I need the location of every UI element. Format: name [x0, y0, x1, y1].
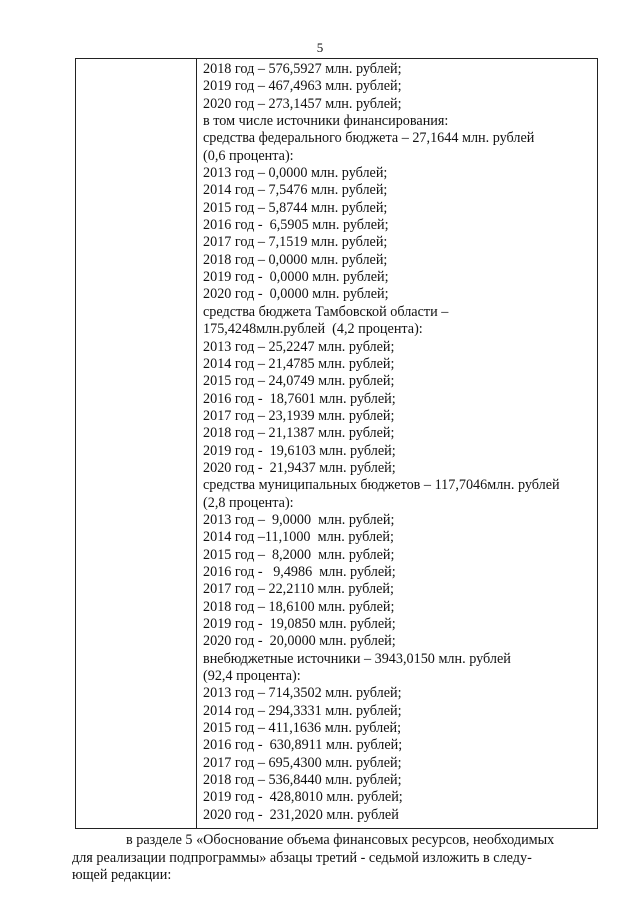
text-line: 2015 год – 5,8744 млн. рублей;	[203, 199, 388, 216]
text-line: 2015 год – 8,2000 млн. рублей;	[203, 546, 395, 563]
text-line: 2018 год – 0,0000 млн. рублей;	[203, 251, 388, 268]
text-line: 2013 год – 714,3502 млн. рублей;	[203, 685, 402, 702]
table-left-column	[76, 59, 197, 828]
text-line: (2,8 процента):	[203, 494, 294, 511]
text-line: 2016 год - 9,4986 млн. рублей;	[203, 563, 396, 580]
text-line: 2018 год – 21,1387 млн. рублей;	[203, 425, 395, 442]
text-line: 2020 год - 21,9437 млн. рублей;	[203, 459, 396, 476]
text-line: 2015 год – 24,0749 млн. рублей;	[203, 373, 395, 390]
text-line: 2014 год – 21,4785 млн. рублей;	[203, 355, 395, 372]
text-line: 175,4248млн.рублей (4,2 процента):	[203, 321, 423, 338]
text-line: в том числе источники финансирования:	[203, 113, 449, 130]
text-line: средства муниципальных бюджетов – 117,7046млн. рублей	[203, 477, 560, 494]
text-line: (0,6 процента):	[203, 147, 294, 164]
text-line: 2016 год - 6,5905 млн. рублей;	[203, 217, 389, 234]
text-line: 2017 год – 7,1519 млн. рублей;	[203, 234, 388, 251]
text-line: средства бюджета Тамбовской области –	[203, 303, 449, 320]
passport-table	[75, 58, 598, 829]
text-line: 2017 год – 22,2110 млн. рублей;	[203, 581, 394, 598]
paragraph-line: ющей редакции:	[72, 867, 172, 883]
text-line: 2019 год - 428,8010 млн. рублей;	[203, 789, 403, 806]
text-line: средства федерального бюджета – 27,1644 млн. рублей	[203, 130, 535, 147]
text-line: 2014 год – 7,5476 млн. рублей;	[203, 182, 388, 199]
text-line: 2018 год – 576,5927 млн. рублей;	[203, 61, 402, 77]
text-line: 2013 год – 0,0000 млн. рублей;	[203, 165, 388, 182]
text-line: 2017 год – 695,4300 млн. рублей;	[203, 754, 402, 771]
text-line: 2020 год – 273,1457 млн. рублей;	[203, 95, 402, 112]
text-line: 2020 год - 20,0000 млн. рублей;	[203, 633, 396, 650]
text-line: 2019 год – 467,4963 млн. рублей;	[203, 78, 402, 95]
text-line: 2013 год – 9,0000 млн. рублей;	[203, 511, 395, 528]
table-right-column	[197, 61, 593, 828]
text-line: (92,4 процента):	[203, 668, 301, 685]
text-line: 2015 год – 411,1636 млн. рублей;	[203, 720, 402, 737]
text-line: 2016 год - 630,8911 млн. рублей;	[203, 737, 403, 754]
text-line: 2014 год – 294,3331 млн. рублей;	[203, 702, 402, 719]
text-line: 2017 год – 23,1939 млн. рублей;	[203, 407, 395, 424]
text-line: 2019 год - 19,6103 млн. рублей;	[203, 442, 396, 459]
text-line: 2018 год – 536,8440 млн. рублей;	[203, 772, 402, 789]
text-line: 2013 год – 25,2247 млн. рублей;	[203, 338, 395, 355]
text-line: 2020 год - 0,0000 млн. рублей;	[203, 286, 389, 303]
paragraph-line: в разделе 5 «Обоснование объема финансовых ресурсов, необходимых	[126, 832, 555, 848]
text-line: 2018 год – 18,6100 млн. рублей;	[203, 598, 395, 615]
text-line: 2014 год –11,1000 млн. рублей;	[203, 529, 394, 546]
text-line: 2016 год - 18,7601 млн. рублей;	[203, 390, 396, 407]
text-line: 2020 год - 231,2020 млн. рублей	[203, 806, 399, 823]
text-line: внебюджетные источники – 3943,0150 млн. рублей	[203, 650, 511, 667]
amendment-paragraph	[72, 832, 602, 885]
text-line: 2019 год - 0,0000 млн. рублей;	[203, 269, 389, 286]
text-line: 2019 год - 19,0850 млн. рублей;	[203, 616, 396, 632]
paragraph-line: для реализации подпрограммы» абзацы третий - седьмой изложить в следу-	[72, 849, 532, 866]
page-number: 5	[316, 40, 324, 55]
